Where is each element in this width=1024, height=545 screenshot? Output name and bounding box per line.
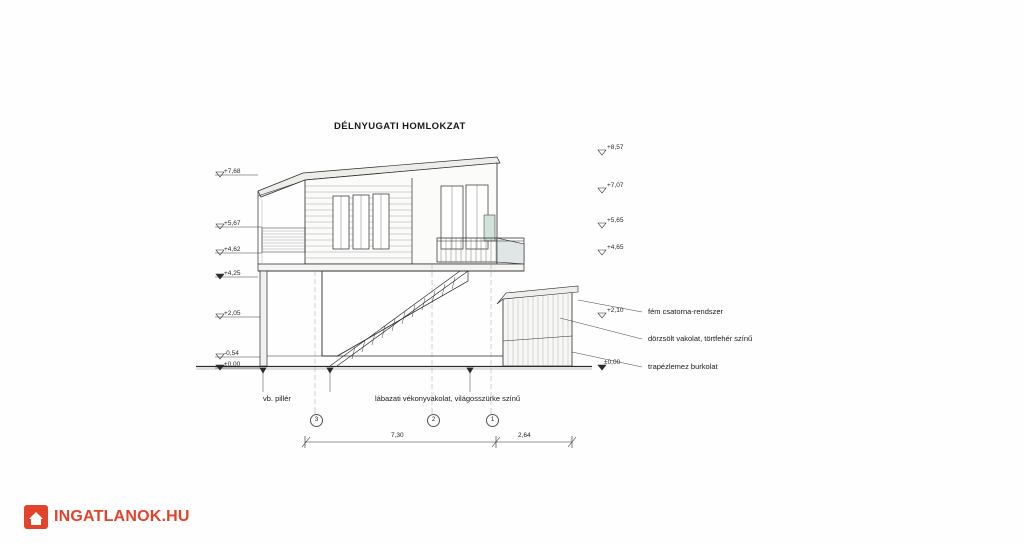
annotation-plaster-finish: dörzsölt vakolat, törtfehér színű	[648, 334, 753, 343]
watermark-suffix: .HU	[161, 508, 190, 525]
level-marker-left-6: -0,54	[224, 350, 239, 357]
level-marker-right-4: +4,65	[607, 244, 624, 251]
annotation-trapezoid-sheet: trapézlemez burkolat	[648, 362, 718, 371]
grid-label-1: 1	[486, 414, 499, 427]
watermark	[24, 505, 190, 529]
annotation-gutter-system: fém csatorna-rendszer	[648, 307, 724, 316]
level-marker-left-1: +7,68	[224, 168, 241, 175]
level-marker-right-5: +2,10	[607, 307, 624, 314]
level-marker-right-6: ±0,00	[604, 359, 621, 366]
page-title: DÉLNYUGATI HOMLOKZAT	[334, 121, 466, 132]
level-marker-left-7: ±0,00	[224, 361, 241, 368]
watermark-main: INGATLANOK	[54, 508, 162, 525]
dimension-7-30: 7,30	[391, 432, 404, 439]
grid-label-2: 2	[427, 414, 440, 427]
watermark-text	[54, 508, 190, 526]
annotation-plinth-render: lábazati vékonyvakolat, világosszürke színű	[375, 394, 521, 403]
house-logo-icon	[24, 505, 48, 529]
level-marker-left-4: +4,25	[224, 270, 241, 277]
dimension-2-64: 2,64	[518, 432, 531, 439]
annotation-concrete-pillar: vb. pillér	[263, 394, 291, 403]
level-marker-left-2: +5,67	[224, 220, 241, 227]
level-marker-left-5: +2,05	[224, 310, 241, 317]
level-marker-left-3: +4,62	[224, 246, 241, 253]
level-marker-right-1: +8,57	[607, 144, 624, 151]
level-marker-right-3: +5,65	[607, 217, 624, 224]
grid-label-3: 3	[310, 414, 323, 427]
level-marker-right-2: +7,07	[607, 182, 624, 189]
